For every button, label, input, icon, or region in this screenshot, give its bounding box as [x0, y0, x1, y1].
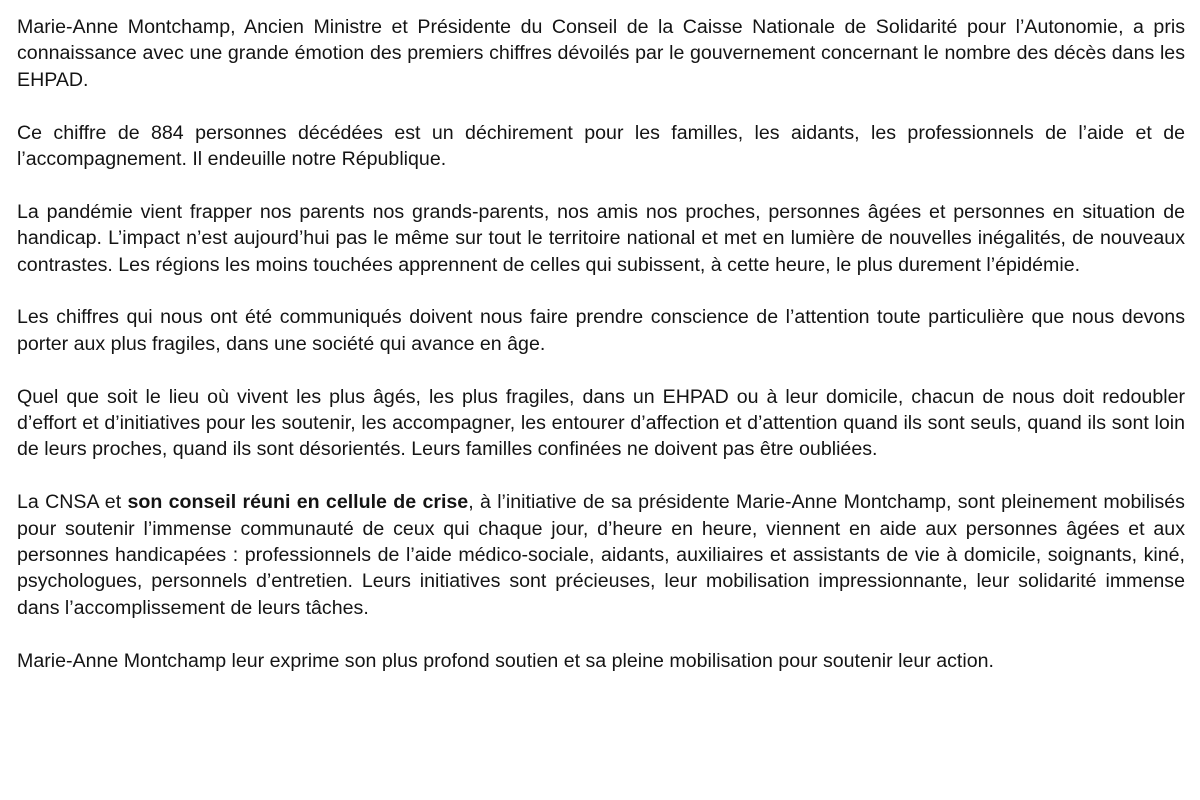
paragraph-care: Quel que soit le lieu où vivent les plus âgés, les plus fragiles, dans un EHPAD ou à leur domicile, chacun de nous doit redoubler d’effort et d’initiatives pour les soutenir, les accompagner, les entourer d’affection et d’attention quand ils sont seuls, quand ils sont loin de leurs proches, quand ils sont désorientés. Leurs familles confinées ne doivent pas être oubliées. [17, 385, 1185, 461]
paragraph-death-toll: Ce chiffre de 884 personnes décédées est un déchirement pour les familles, les aidants, les professionnels de l’aide et de l’accompagnement. Il endeuille notre République. [17, 121, 1185, 171]
crisis-cell-emphasis: son conseil réuni en cellule de crise [127, 491, 469, 514]
paragraph-cnsa-body: , à l’initiative de sa présidente Marie-Anne Montchamp, sont pleinement mobilisés pour soutenir l’immense communauté de ceux qui chaque jour, d’heure en heure, viennent en aide aux personnes âgées et aux personnes handicapées : professionnels de l’aide médico-sociale, aidants, auxiliaires et assistants de vie à domicile, soignants, kiné, psychologues, personnels d’entretien. Leurs initiatives sont précieuses, leur mobilisation impressionnante, leur solidarité immense dans l’accomplissement de leurs tâches. [17, 491, 1185, 619]
paragraph-cnsa-lead: La CNSA et [17, 491, 128, 514]
paragraph-cnsa [17, 489, 1185, 621]
paragraph-closing: Marie-Anne Montchamp leur exprime son plus profond soutien et sa pleine mobilisation pour soutenir leur action. [17, 649, 994, 672]
press-statement [17, 14, 1185, 700]
paragraph-pandemic: La pandémie vient frapper nos parents nos grands-parents, nos amis nos proches, personnes âgées et personnes en situation de handicap. L’impact n’est aujourd’hui pas le même sur tout le territoire national et met en lumière de nouvelles inégalités, de nouveaux contrastes. Les régions les moins touchées apprennent de celles qui subissent, à cette heure, le plus durement l’épidémie. [17, 200, 1185, 276]
paragraph-figures: Les chiffres qui nous ont été communiqués doivent nous faire prendre conscience de l’attention toute particulière que nous devons porter aux plus fragiles, dans une société qui avance en âge. [17, 306, 1185, 355]
paragraph-intro: Marie-Anne Montchamp, Ancien Ministre et Présidente du Conseil de la Caisse Nationale de Solidarité pour l’Autonomie, a pris connaissance avec une grande émotion des premiers chiffres dévoilés par le gouvernement concernant le nombre des décès dans les EHPAD. [17, 16, 1185, 91]
